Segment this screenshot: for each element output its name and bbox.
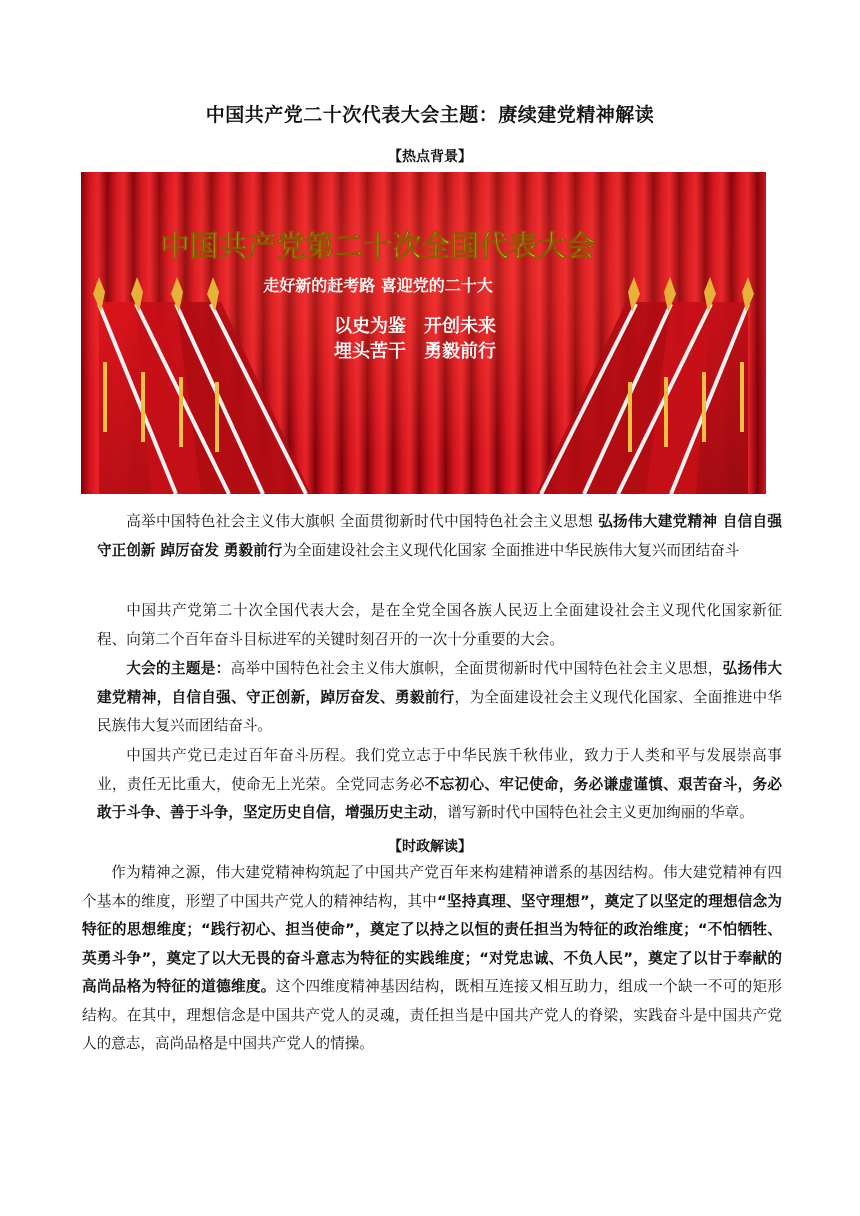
section-heading-background: 【热点背景】 bbox=[388, 149, 472, 165]
document-title: 中国共产党二十次代表大会主题：赓续建党精神解读 bbox=[205, 104, 655, 126]
banner-subtitle: 走好新的赶考路 喜迎党的二十大 bbox=[263, 276, 493, 295]
paragraph-analysis bbox=[82, 859, 782, 1059]
paragraph-mission bbox=[97, 742, 782, 828]
text-run: 中国共产党已走过百年奋斗历程。我们党立志于中华民族千秋伟业，致力于人类和平与发展崇高事业，责任无比重大，使命无上光荣。全党同志务必 bbox=[97, 747, 782, 793]
text-run: 这个四维度精神基因结构，既相互连接又相互助力，组成一个缺一不可的矩形结构。在其中，理想信念是中国共产党人的灵魂，责任担当是中国共产党人的脊梁，实践奋斗是中国共产党人的意志，高尚品格是中国共产党人的情操。 bbox=[82, 978, 782, 1052]
bold-text-run: “坚持真理、坚守理想”，奠定了以坚定的理想信念为特征的思想维度；“践行初心、担当使命”，奠定了以持之以恒的责任担当为特征的政治维度；“不怕牺牲、英勇斗争”，奠定了以大无畏的奋斗意志为特征的实践维度；“对党忠诚、不负人民”，奠定了以甘于奉献的高尚品格为特征的道德维度。 bbox=[82, 892, 782, 995]
text-run: 作为精神之源，伟大建党精神构筑起了中国共产党百年来构建精神谱系的基因结构。伟大建党精神有四个基本的维度，形塑了中国共产党人的精神结构，其中 bbox=[82, 864, 782, 910]
banner-headline: 中国共产党第二十次全国代表大会 bbox=[160, 229, 596, 263]
bold-text-run: 弘扬伟大建党精神 自信自强 守正创新 踔厉奋发 勇毅前行 bbox=[97, 513, 782, 559]
text-run: 高举中国特色社会主义伟大旗帜 全面贯彻新时代中国特色社会主义思想 bbox=[126, 513, 599, 530]
text-run: 中国共产党第二十次全国代表大会，是在全党全国各族人民迈上全面建设社会主义现代化国家新征程、向第二个百年奋斗目标进军的关键时刻召开的一次十分重要的大会。 bbox=[97, 602, 782, 648]
text-run: ，谱写新时代中国特色社会主义更加绚丽的华章。 bbox=[432, 804, 754, 821]
section-heading-analysis: 【时政解读】 bbox=[388, 839, 472, 855]
bold-text-run: 弘扬伟大建党精神，自信自强、守正创新，踔厉奋发、勇毅前行 bbox=[97, 660, 782, 706]
paragraph-slogan bbox=[97, 508, 782, 565]
paragraph-intro bbox=[97, 597, 782, 654]
text-run: 为全面建设社会主义现代化国家 全面推进中华民族伟大复兴而团结奋斗 bbox=[282, 541, 740, 559]
bold-text-run: 不忘初心、牢记使命，务必谦虚谨慎、艰苦奋斗，务必敢于斗争、善于斗争，坚定历史自信，增强历史主动 bbox=[97, 775, 782, 821]
banner-image bbox=[81, 172, 766, 494]
banner-line-1: 以史为鉴 开创未来 bbox=[334, 316, 496, 337]
text-run: 高举中国特色社会主义伟大旗帜，全面贯彻新时代中国特色社会主义思想， bbox=[230, 660, 723, 677]
paragraph-theme bbox=[97, 655, 782, 741]
banner-line-2: 埋头苦干 勇毅前行 bbox=[334, 341, 496, 362]
bold-text-run: 大会的主题是： bbox=[126, 660, 231, 677]
text-run: ，为全面建设社会主义现代化国家、全面推进中华民族伟大复兴而团结奋斗。 bbox=[97, 688, 782, 734]
